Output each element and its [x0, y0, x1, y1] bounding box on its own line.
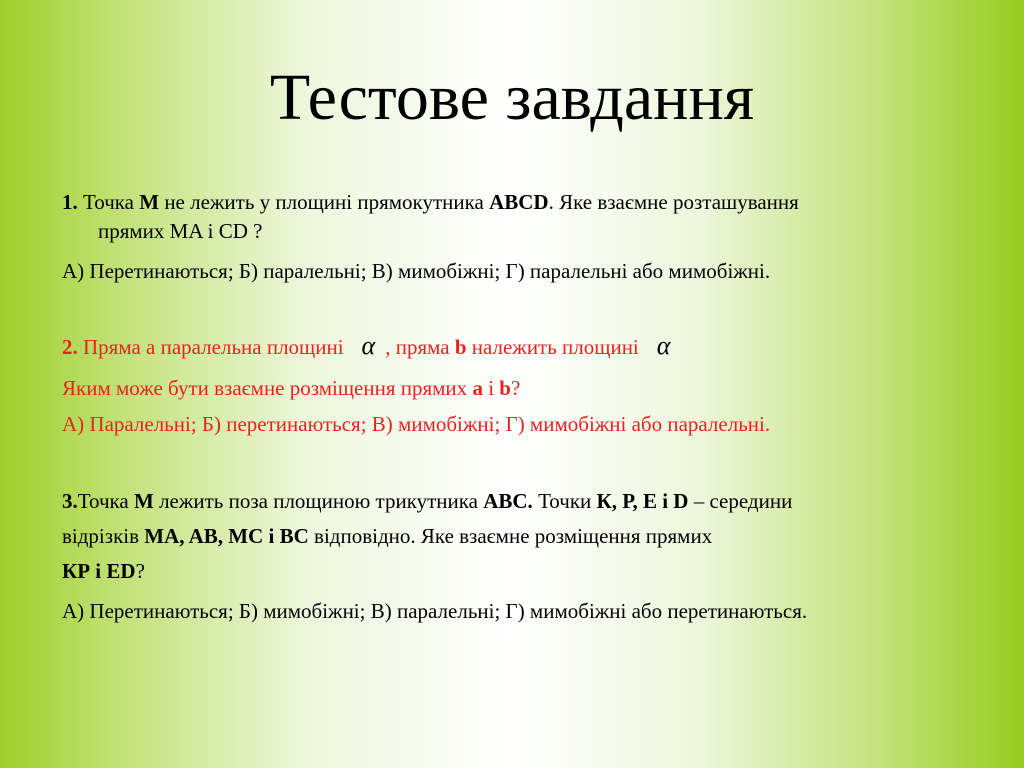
- q1-text-2: не лежить у площині прямокутника: [159, 190, 490, 214]
- question-1-number: 1.: [62, 190, 78, 214]
- q1-point-m: M: [139, 190, 160, 214]
- question-3-line-3: [62, 557, 145, 585]
- question-3-number: 3.: [62, 489, 78, 513]
- question-3-line-1: [62, 487, 792, 515]
- q3-points: К, Р, Е і D: [596, 489, 689, 513]
- q2-question-mark: ?: [510, 376, 521, 400]
- q3-lines-kp-ed: КР і ED: [62, 559, 136, 583]
- q3-point-m: M: [133, 489, 154, 513]
- q2-line-a: а: [472, 376, 483, 400]
- q3-segments: MA, AB, MC і BC: [144, 524, 309, 548]
- question-3-answers: А) Перетинаються; Б) мимобіжні; В) паралельні; Г) мимобіжні або перетинаються.: [62, 599, 808, 623]
- question-2-number: 2.: [62, 335, 78, 359]
- question-2-line-2: [62, 374, 520, 402]
- question-1-line-2: прямих MA і CD ?: [98, 219, 263, 243]
- question-2-line-1: [62, 332, 680, 361]
- question-1-answers: А) Перетинаються; Б) паралельні; В) мимобіжні; Г) паралельні або мимобіжні.: [62, 259, 771, 283]
- question-1-line-1: [62, 188, 799, 216]
- q3-text-3: Точки: [532, 489, 597, 513]
- alpha-symbol: α: [361, 331, 376, 360]
- q2-line-b: b: [454, 335, 467, 359]
- q1-text-3: . Яке взаємне розташування: [548, 190, 799, 214]
- question-2-answers: А) Паралельні; Б) перетинаються; В) мимобіжні; Г) мимобіжні або паралельні.: [62, 412, 771, 436]
- alpha-symbol-2: α: [656, 331, 671, 360]
- q3-line2-text-2: відповідно. Яке взаємне розміщення прямих: [308, 524, 713, 548]
- q3-triangle-abc: ABC.: [483, 489, 533, 513]
- q2-and: і: [482, 376, 500, 400]
- q3-text-4: – середини: [688, 489, 793, 513]
- q3-question-mark: ?: [135, 559, 145, 583]
- q3-text-1: Точка: [77, 489, 134, 513]
- q3-line2-text-1: відрізків: [62, 524, 145, 548]
- q2-text-2: , пряма: [385, 335, 455, 359]
- q2-line-b-2: b: [499, 376, 511, 400]
- q2-line2-text: Яким може бути взаємне розміщення прямих: [62, 376, 473, 400]
- q3-text-2: лежить поза площиною трикутника: [153, 489, 484, 513]
- q1-text-1: Точка: [77, 190, 140, 214]
- q1-rect-abcd: ABCD: [489, 190, 549, 214]
- question-3-line-2: [62, 522, 712, 550]
- q2-text-3: належить площині: [466, 335, 639, 359]
- slide-title: Тестове завдання: [269, 61, 755, 134]
- q2-text-1: Пряма а паралельна площині: [77, 335, 344, 359]
